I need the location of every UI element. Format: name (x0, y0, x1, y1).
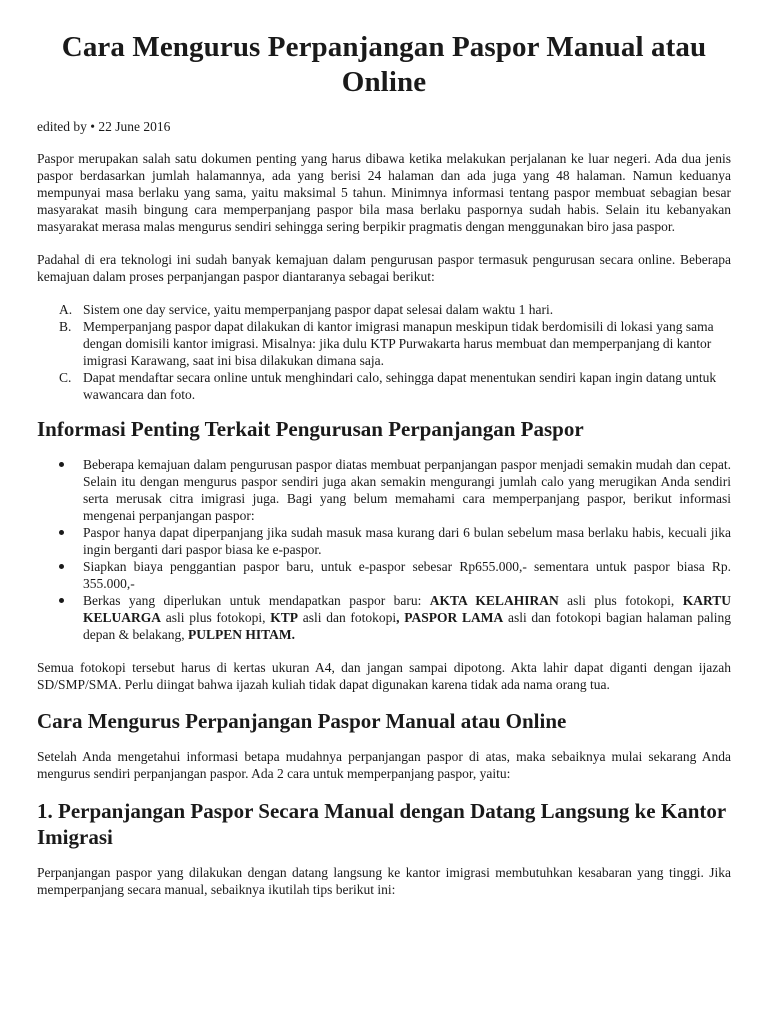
list-item-requirements (37, 592, 731, 643)
list-item (37, 318, 731, 369)
section-heading-manual-online: Cara Mengurus Perpanjangan Paspor Manual atau Online (37, 709, 567, 733)
list-item-text: Memperpanjang paspor dapat dilakukan di kantor imigrasi manapun meskipun tidak berdomisili di lokasi yang sama dengan domisili kantor imigrasi. Misalnya: jika dulu KTP Purwakarta harus membuat dan memperpanjang di kantor imigrasi Karawang, saat ini bisa dilakukan dimana saja. (83, 319, 714, 368)
list-item-text: Dapat mendaftar secara online untuk menghindari calo, sehingga dapat menentukan sendiri kapan ingin datang untuk wawancara dan foto. (83, 370, 717, 402)
requirement-sep: asli dan fotokopi bagian halaman paling depan & belakang, (83, 610, 731, 642)
progress-list (37, 301, 731, 403)
list-item (37, 456, 731, 524)
page-title: Cara Mengurus Perpanjangan Paspor Manual atau Online (61, 31, 707, 98)
requirement-sep: asli plus fotokopi, (161, 610, 271, 625)
article-meta: edited by • 22 June 2016 (37, 119, 171, 134)
list-item-text: Beberapa kemajuan dalam pengurusan paspor diatas membuat perpanjangan paspor menjadi semakin mudah dan cepat. Selain itu dengan mengurus paspor sendiri juga akan semakin mengurangi jumlah calo yang merugikan Anda sendiri serta merusak citra imigrasi juga. Bagi yang belum memahami cara memperpanjang paspor, berikut informasi mengenai perpanjangan paspor: (83, 457, 731, 523)
requirement-sep: asli dan fotokopi (298, 610, 397, 625)
list-marker: B. (59, 319, 72, 334)
list-item-text: Siapkan biaya penggantian paspor baru, untuk e-paspor sebesar Rp655.000,- sementara untuk paspor biasa Rp. 355.000,- (83, 559, 731, 591)
requirement-sep: asli plus fotokopi, (558, 593, 683, 608)
list-item-text: Sistem one day service, yaitu memperpanjang paspor dapat selesai dalam waktu 1 hari. (83, 302, 554, 317)
list-item (37, 524, 731, 558)
section-heading-important-info: Informasi Penting Terkait Pengurusan Perpanjangan Paspor (37, 417, 584, 441)
intro-paragraph-1: Paspor merupakan salah satu dokumen penting yang harus dibawa ketika melakukan perjalanan ke luar negeri. Ada dua jenis paspor berdasarkan jumlah halamannya, ada yang berisi 24 halaman dan ada juga yang 48 halaman. Namun keduanya mempunyai masa berlaku yang sama, yaitu maksimal 5 tahun. Minimnya informasi tentang paspor membuat sebagian besar masyarakat masih bingung cara memperpanjang paspor bila masa berlaku paspornya sudah habis. Selain itu kebanyakan masyarakat merasa malas mengurus sendiri sehingga sering berpikir pragmatis dengan menggunakan biro jasa paspor. (37, 151, 731, 234)
bullet-icon (59, 530, 64, 535)
info-bullet-list (37, 456, 731, 643)
list-marker: C. (59, 370, 72, 385)
list-item (37, 558, 731, 592)
requirement-ktp: KTP (270, 610, 299, 625)
list-item-text: Paspor hanya dapat diperpanjang jika sudah masuk masa kurang dari 6 bulan sebelum masa berlaku habis, kecuali jika ingin berganti dari paspor biasa ke e-paspor. (83, 525, 731, 557)
bullet-icon (59, 598, 64, 603)
manual-online-paragraph: Setelah Anda mengetahui informasi betapa mudahnya perpanjangan paspor di atas, maka sebaiknya mulai sekarang Anda mengurus sendiri perpanjangan paspor. Ada 2 cara untuk memperpanjang paspor, yaitu: (37, 749, 731, 781)
document-page (37, 30, 731, 914)
intro-paragraph-2: Padahal di era teknologi ini sudah banyak kemajuan dalam pengurusan paspor termasuk pengurusan secara online. Beberapa kemajuan dalam proses perpanjangan paspor diantaranya sebagai berikut: (37, 252, 731, 284)
requirement-akta: AKTA KELAHIRAN (429, 593, 559, 608)
list-item (37, 301, 731, 318)
bullet-icon (59, 462, 64, 467)
section-heading-manual-method: 1. Perpanjangan Paspor Secara Manual dengan Datang Langsung ke Kantor Imigrasi (37, 799, 726, 849)
manual-method-paragraph: Perpanjangan paspor yang dilakukan dengan datang langsung ke kantor imigrasi membutuhkan kesabaran yang tinggi. Jika memperpanjang secara manual, sebaiknya ikutilah tips berikut ini: (37, 865, 731, 897)
requirement-pulpen: PULPEN HITAM. (187, 627, 295, 642)
list-item (37, 369, 731, 403)
list-marker: A. (59, 302, 73, 317)
requirements-lead: Berkas yang diperlukan untuk mendapatkan paspor baru: (83, 593, 430, 608)
requirement-kk: KARTU KELUARGA (83, 593, 731, 625)
photocopy-note-paragraph: Semua fotokopi tersebut harus di kertas ukuran A4, dan jangan sampai dipotong. Akta lahir dapat diganti dengan ijazah SD/SMP/SMA. Perlu diingat bahwa ijazah kuliah tidak dapat digunakan karena tidak ada nama orang tua. (37, 660, 731, 692)
requirement-paspor-lama: , PASPOR LAMA (396, 610, 504, 625)
bullet-icon (59, 564, 64, 569)
